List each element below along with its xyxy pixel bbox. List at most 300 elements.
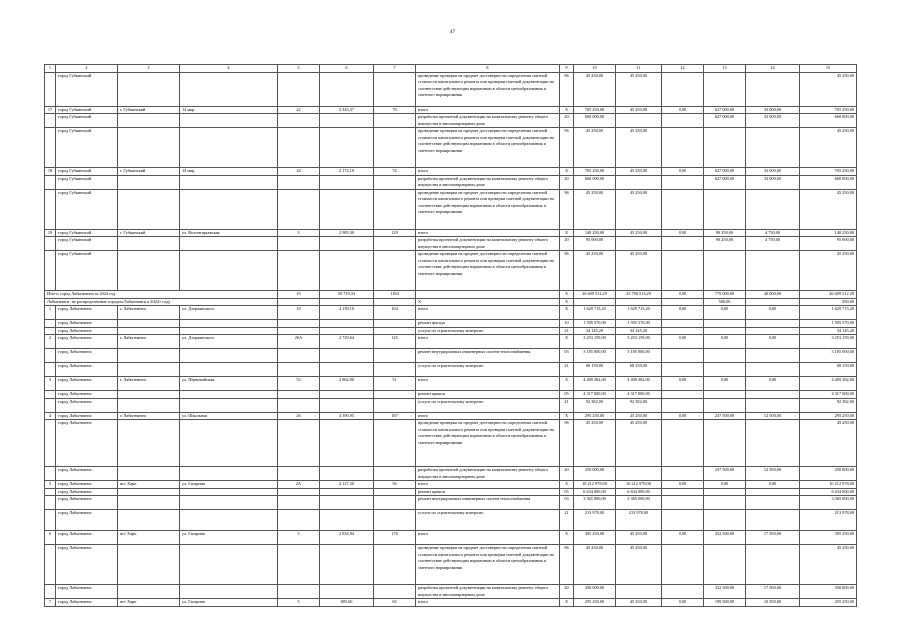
table-cell: пгт Харп — [118, 599, 180, 607]
table-row — [45, 363, 857, 377]
table-cell: 213 978,00 — [616, 510, 662, 531]
table-cell — [374, 349, 416, 363]
table-cell: 45 250,00 — [574, 545, 616, 585]
table-cell: пгт Харп — [118, 531, 180, 545]
table-cell: 6 — [45, 531, 56, 545]
table-cell: итого — [416, 377, 560, 391]
table-cell: 213 978,00 — [800, 510, 857, 531]
table-cell: 68 159,00 — [574, 363, 616, 377]
table-cell — [278, 251, 320, 291]
table-cell: город Губкинский — [56, 128, 118, 168]
table-cell: 45 250,00 — [616, 412, 662, 420]
table-cell — [118, 363, 180, 377]
table-row — [45, 114, 857, 128]
table-cell: 74 — [374, 168, 416, 176]
table-cell — [180, 496, 278, 510]
table-cell: 24 — [278, 168, 320, 176]
table-cell: город Лабытнанги — [56, 599, 118, 607]
table-cell: X — [416, 298, 560, 306]
table-cell — [746, 320, 800, 328]
table-row — [45, 412, 857, 420]
table-row — [45, 398, 857, 412]
table-cell: 350 000,00 — [574, 585, 616, 599]
table-cell — [662, 510, 704, 531]
table-cell — [180, 175, 278, 189]
table-cell: 3 — [278, 531, 320, 545]
table-cell — [662, 391, 704, 399]
table-cell — [704, 128, 746, 168]
table-cell: 0,00 — [662, 335, 704, 349]
table-cell: 22 — [278, 106, 320, 114]
table-cell: X — [560, 599, 574, 607]
table-cell: 0,00 — [662, 106, 704, 114]
table-cell — [704, 398, 746, 412]
table-cell: 45 250,00 — [800, 128, 857, 168]
table-cell: 26 609 512,29 — [800, 291, 857, 299]
table-cell — [45, 320, 56, 328]
table-cell: 45 250,00 — [800, 189, 857, 229]
table-cell: 500,00 — [704, 298, 746, 306]
table-cell: 3 365 000,00 — [574, 496, 616, 510]
table-cell: 45 250,00 — [616, 128, 662, 168]
table-cell: 34 145,20 — [616, 327, 662, 335]
table-cell — [662, 363, 704, 377]
table-cell — [118, 349, 180, 363]
table-cell — [180, 189, 278, 229]
table-cell: 45 250,00 — [800, 545, 857, 585]
table-cell — [118, 398, 180, 412]
column-number: 7 — [374, 65, 416, 73]
table-cell: итого — [416, 531, 560, 545]
table-cell: X — [560, 531, 574, 545]
table-cell — [704, 72, 746, 106]
table-cell — [45, 72, 56, 106]
table-cell: 95 000,00 — [574, 237, 616, 251]
table-cell: услуги по строительному контролю — [416, 510, 560, 531]
table-cell: 6 634 000,00 — [616, 488, 662, 496]
table-cell: 45 250,00 — [616, 168, 662, 176]
table-cell — [746, 189, 800, 229]
table-cell — [45, 496, 56, 510]
table-cell: 96 — [560, 128, 574, 168]
table-cell: X — [560, 481, 574, 489]
table-cell: 45 250,00 — [616, 599, 662, 607]
table-cell: 12 500,00 — [746, 412, 800, 420]
table-cell: 1 595 570,00 — [616, 320, 662, 328]
table-cell — [374, 391, 416, 399]
table-cell: 17 500,00 — [746, 585, 800, 599]
column-number-row — [45, 65, 857, 73]
table-cell: 96 — [560, 545, 574, 585]
table-cell — [45, 128, 56, 168]
table-cell: итого — [416, 168, 560, 176]
table-cell — [278, 363, 320, 377]
table-cell: город Лабытнанги — [56, 306, 118, 320]
table-cell: 2 862,90 — [320, 377, 374, 391]
table-cell — [374, 128, 416, 168]
table-row — [45, 106, 857, 114]
table-row — [45, 237, 857, 251]
table-cell: 96 — [560, 420, 574, 467]
table-cell: 95 000,00 — [800, 237, 857, 251]
table-cell: проведение проверки на предмет достоверности определения сметной стоимости капитального ремонта или проверки сметной документации на соответствие действующим нормативам в области ценообразования и сметного нормирования — [416, 72, 560, 106]
table-cell: 0,00 — [662, 168, 704, 176]
table-cell: 65 — [374, 599, 416, 607]
table-cell — [374, 114, 416, 128]
table-cell: 0,00 — [662, 377, 704, 391]
table-cell: город Лабытнанги — [56, 420, 118, 467]
table-cell: X — [560, 412, 574, 420]
table-cell — [616, 175, 662, 189]
table-cell — [616, 298, 662, 306]
table-cell — [278, 298, 320, 306]
table-cell — [374, 298, 416, 306]
table-cell: ремонт крыши — [416, 391, 560, 399]
table-cell — [616, 585, 662, 599]
table-cell: 45 250,00 — [616, 545, 662, 585]
table-cell — [118, 320, 180, 328]
table-cell: 237 500,00 — [704, 412, 746, 420]
table-cell — [704, 510, 746, 531]
table-cell: 187 — [374, 412, 416, 420]
table-cell — [320, 128, 374, 168]
table-cell: 26А — [278, 335, 320, 349]
table-cell: 255 250,00 — [800, 599, 857, 607]
table-cell: 17 — [45, 106, 56, 114]
table-cell — [746, 72, 800, 106]
table-cell: город Лабытнанги — [56, 377, 118, 391]
table-cell: 199 500,00 — [704, 599, 746, 607]
table-cell: 2 343,37 — [320, 106, 374, 114]
table-cell: 7 — [45, 599, 56, 607]
table-cell: 705 250,00 — [574, 106, 616, 114]
table-cell: 45 250,00 — [616, 189, 662, 229]
table-cell — [45, 420, 56, 467]
column-number: 3 — [118, 65, 180, 73]
table-cell — [662, 488, 704, 496]
table-cell: 10 212 978,00 — [574, 481, 616, 489]
table-cell: 2 729,64 — [320, 335, 374, 349]
table-cell — [180, 488, 278, 496]
table-cell — [45, 545, 56, 585]
table-cell: 21 — [560, 510, 574, 531]
table-cell: ул. Школьная — [180, 412, 278, 420]
table-cell: проведение проверки на предмет достоверности определения сметной стоимости капитального ремонта или проверки сметной документации на соответствие действующим нормативам в области ценообразования и сметного нормирования — [416, 128, 560, 168]
table-cell: X — [560, 168, 574, 176]
table-row — [45, 349, 857, 363]
table-cell — [45, 585, 56, 599]
table-cell: 96 — [560, 251, 574, 291]
table-cell: 45 250,00 — [574, 251, 616, 291]
table-cell — [320, 510, 374, 531]
table-cell: г. Губкинский — [118, 106, 180, 114]
table-cell: 05 — [560, 488, 574, 496]
table-cell — [662, 189, 704, 229]
table-cell — [118, 189, 180, 229]
table-cell — [45, 175, 56, 189]
table-cell: 21 — [560, 327, 574, 335]
table-cell — [45, 251, 56, 291]
table-cell — [320, 320, 374, 328]
table-cell: город Лабытнанги — [56, 545, 118, 585]
table-cell — [278, 237, 320, 251]
table-cell: 3 — [278, 229, 320, 237]
table-cell — [180, 420, 278, 467]
table-cell: 20 — [560, 467, 574, 481]
table-cell: 140 250,00 — [574, 229, 616, 237]
table-cell: 10 212 978,00 — [800, 481, 857, 489]
table-cell: ул. Гагарина — [180, 481, 278, 489]
column-number: 2 — [56, 65, 118, 73]
table-cell — [320, 298, 374, 306]
table-cell: 0,00 — [704, 306, 746, 320]
table-cell — [180, 363, 278, 377]
table-cell: пгт Харп — [118, 481, 180, 489]
table-cell — [374, 420, 416, 467]
table-cell: 627 000,00 — [704, 168, 746, 176]
column-number: 8 — [416, 65, 560, 73]
table-cell: 19 — [278, 291, 320, 299]
repair-program-table — [44, 64, 857, 607]
table-cell: услуги по строительному контролю — [416, 398, 560, 412]
table-cell: ул. Дзержинского — [180, 306, 278, 320]
table-cell — [278, 72, 320, 106]
table-cell: 3 365 000,00 — [800, 496, 857, 510]
column-number: 10 — [574, 65, 616, 73]
table-row — [45, 467, 857, 481]
table-row — [45, 496, 857, 510]
table-cell: город Лабытнанги — [56, 496, 118, 510]
table-cell: город Лабытнанги — [56, 510, 118, 531]
table-cell — [180, 585, 278, 599]
table-cell: 45 250,00 — [574, 128, 616, 168]
table-cell — [374, 467, 416, 481]
table-cell: 92 382,00 — [616, 398, 662, 412]
table-cell — [662, 298, 704, 306]
table-cell: город Лабытнанги — [56, 488, 118, 496]
table-cell — [180, 467, 278, 481]
table-cell: 25 790 513,29 — [616, 291, 662, 299]
table-row — [45, 391, 857, 399]
table-cell: X — [560, 291, 574, 299]
table-cell: 805,60 — [320, 599, 374, 607]
table-row — [45, 320, 857, 328]
table-cell: 0,00 — [746, 481, 800, 489]
table-cell — [374, 363, 416, 377]
table-cell: 20 — [560, 237, 574, 251]
table-cell — [45, 398, 56, 412]
table-cell: 237 500,00 — [704, 467, 746, 481]
table-cell — [374, 510, 416, 531]
table-cell: 104 — [374, 306, 416, 320]
table-row — [45, 335, 857, 349]
table-cell: 45 250,00 — [574, 72, 616, 106]
table-cell — [704, 488, 746, 496]
table-cell — [704, 251, 746, 291]
table-cell — [320, 327, 374, 335]
table-row — [45, 545, 857, 585]
table-cell — [320, 467, 374, 481]
table-cell — [278, 114, 320, 128]
table-cell — [320, 251, 374, 291]
table-cell: г. Лабытнанги — [118, 412, 180, 420]
table-cell: 26 609 512,29 — [574, 291, 616, 299]
table-cell: 3 185 000,00 — [616, 349, 662, 363]
table-cell: 2 — [45, 335, 56, 349]
table-cell: 45 250,00 — [616, 420, 662, 467]
table-cell — [278, 510, 320, 531]
table-cell: город Лабытнанги — [56, 327, 118, 335]
table-cell: город Лабытнанги — [56, 349, 118, 363]
table-cell: разработка проектной документации на капитальному ремонту общего имущества в многоквартирном доме — [416, 467, 560, 481]
table-cell: итого — [416, 229, 560, 237]
table-cell — [278, 128, 320, 168]
total-label: Лабытнанги: не распределенные городом Лабытнанги в 2024+ году — [45, 298, 278, 306]
table-cell: город Губкинский — [56, 72, 118, 106]
table-cell: г. Лабытнанги — [118, 306, 180, 320]
table-cell — [45, 327, 56, 335]
table-cell — [118, 114, 180, 128]
table-cell — [746, 545, 800, 585]
table-cell — [45, 237, 56, 251]
table-cell: X — [560, 306, 574, 320]
table-cell: 05 — [560, 391, 574, 399]
table-cell: проведение проверки на предмет достоверности определения сметной стоимости капитального ремонта или проверки сметной документации на соответствие действующим нормативам в области ценообразования и сметного нормирования — [416, 251, 560, 291]
table-cell: ул. Дзержинского — [180, 335, 278, 349]
table-cell: 10 500,00 — [746, 599, 800, 607]
column-number: 15 — [800, 65, 857, 73]
table-cell: г. Лабытнанги — [118, 377, 180, 391]
table-row — [45, 251, 857, 291]
table-cell: 45 250,00 — [800, 72, 857, 106]
table-cell: 10 — [560, 320, 574, 328]
table-cell — [746, 398, 800, 412]
table-cell — [320, 488, 374, 496]
table-cell — [278, 545, 320, 585]
column-number: 1 — [45, 65, 56, 73]
table-cell: 250 000,00 — [574, 467, 616, 481]
table-cell: город Лабытнанги — [56, 481, 118, 489]
table-cell: 779 000,00 — [704, 291, 746, 299]
table-cell — [320, 391, 374, 399]
column-number: 6 — [320, 65, 374, 73]
table-cell — [320, 72, 374, 106]
table-cell: проведение проверки на предмет достоверности определения сметной стоимости капитального ремонта или проверки сметной документации на соответствие действующим нормативам в области ценообразования и сметного нормирования — [416, 189, 560, 229]
column-number: 9 — [560, 65, 574, 73]
table-cell — [118, 327, 180, 335]
table-cell: 0,00 — [662, 599, 704, 607]
table-row — [45, 229, 857, 237]
table-cell: 96 — [560, 72, 574, 106]
table-cell — [374, 496, 416, 510]
table-cell: 33 000,00 — [746, 175, 800, 189]
table-cell: 4 750,00 — [746, 229, 800, 237]
table-cell: город Губкинский — [56, 237, 118, 251]
table-cell: 295 250,00 — [800, 412, 857, 420]
table-cell — [662, 467, 704, 481]
table-cell: 03 — [560, 349, 574, 363]
table-cell: X — [560, 106, 574, 114]
table-cell — [320, 237, 374, 251]
table-cell: 295 250,00 — [574, 412, 616, 420]
table-row — [45, 585, 857, 599]
table-cell — [118, 585, 180, 599]
table-cell — [704, 545, 746, 585]
table-cell: 0,00 — [704, 335, 746, 349]
table-cell — [118, 545, 180, 585]
table-cell: город Лабытнанги — [56, 320, 118, 328]
table-cell — [374, 189, 416, 229]
table-cell — [662, 496, 704, 510]
table-cell: 34 145,20 — [574, 327, 616, 335]
table-cell: ул. Гагарина — [180, 599, 278, 607]
table-cell: город Губкинский — [56, 251, 118, 291]
table-cell: итого — [416, 335, 560, 349]
table-cell — [746, 510, 800, 531]
table-cell: 0,00 — [746, 377, 800, 391]
table-cell: город Лабытнанги — [56, 398, 118, 412]
table-cell — [704, 363, 746, 377]
table-cell: 19 — [45, 229, 56, 237]
table-cell: 627 000,00 — [704, 106, 746, 114]
table-cell: 3 253 159,00 — [574, 335, 616, 349]
table-cell: 45 250,00 — [574, 420, 616, 467]
table-cell: 140 250,00 — [800, 229, 857, 237]
table-cell: 4 409 382,00 — [616, 377, 662, 391]
table-cell: 33 000,00 — [746, 168, 800, 176]
table-cell: город Лабытнанги — [56, 531, 118, 545]
table-cell: 0,00 — [662, 229, 704, 237]
table-cell: проведение проверки на предмет достоверности определения сметной стоимости капитального ремонта или проверки сметной документации на соответствие действующим нормативам в области ценообразования и сметного нормирования — [416, 420, 560, 467]
table-cell: 3 253 159,00 — [616, 335, 662, 349]
table-cell — [704, 496, 746, 510]
table-cell: итого — [416, 481, 560, 489]
table-cell — [278, 488, 320, 496]
table-cell — [278, 189, 320, 229]
table-row — [45, 377, 857, 391]
table-cell: 1 629 715,20 — [800, 306, 857, 320]
table-cell: 70 — [374, 106, 416, 114]
table-cell: 45 250,00 — [800, 420, 857, 467]
table-cell: город Лабытнанги — [56, 391, 118, 399]
column-number: 14 — [746, 65, 800, 73]
table-cell — [662, 585, 704, 599]
table-cell: 2 172,10 — [320, 168, 374, 176]
table-cell: город Губкинский — [56, 189, 118, 229]
table-cell — [118, 128, 180, 168]
table-cell — [374, 488, 416, 496]
table-cell — [662, 327, 704, 335]
table-cell — [320, 585, 374, 599]
table-cell — [746, 128, 800, 168]
table-cell — [662, 545, 704, 585]
table-cell: город Лабытнанги — [56, 335, 118, 349]
page-number: 47 — [450, 30, 455, 35]
table-cell — [662, 398, 704, 412]
table-cell: X — [560, 298, 574, 306]
table-cell: итого — [416, 599, 560, 607]
table-cell: 2 985,30 — [320, 229, 374, 237]
table-cell — [118, 510, 180, 531]
table-cell — [374, 398, 416, 412]
table-cell: город Губкинский — [56, 168, 118, 176]
table-cell — [278, 327, 320, 335]
table-cell: 129 — [374, 229, 416, 237]
table-cell — [320, 349, 374, 363]
table-cell: 0,00 — [662, 412, 704, 420]
table-cell — [374, 545, 416, 585]
table-cell: 250 000,00 — [800, 467, 857, 481]
